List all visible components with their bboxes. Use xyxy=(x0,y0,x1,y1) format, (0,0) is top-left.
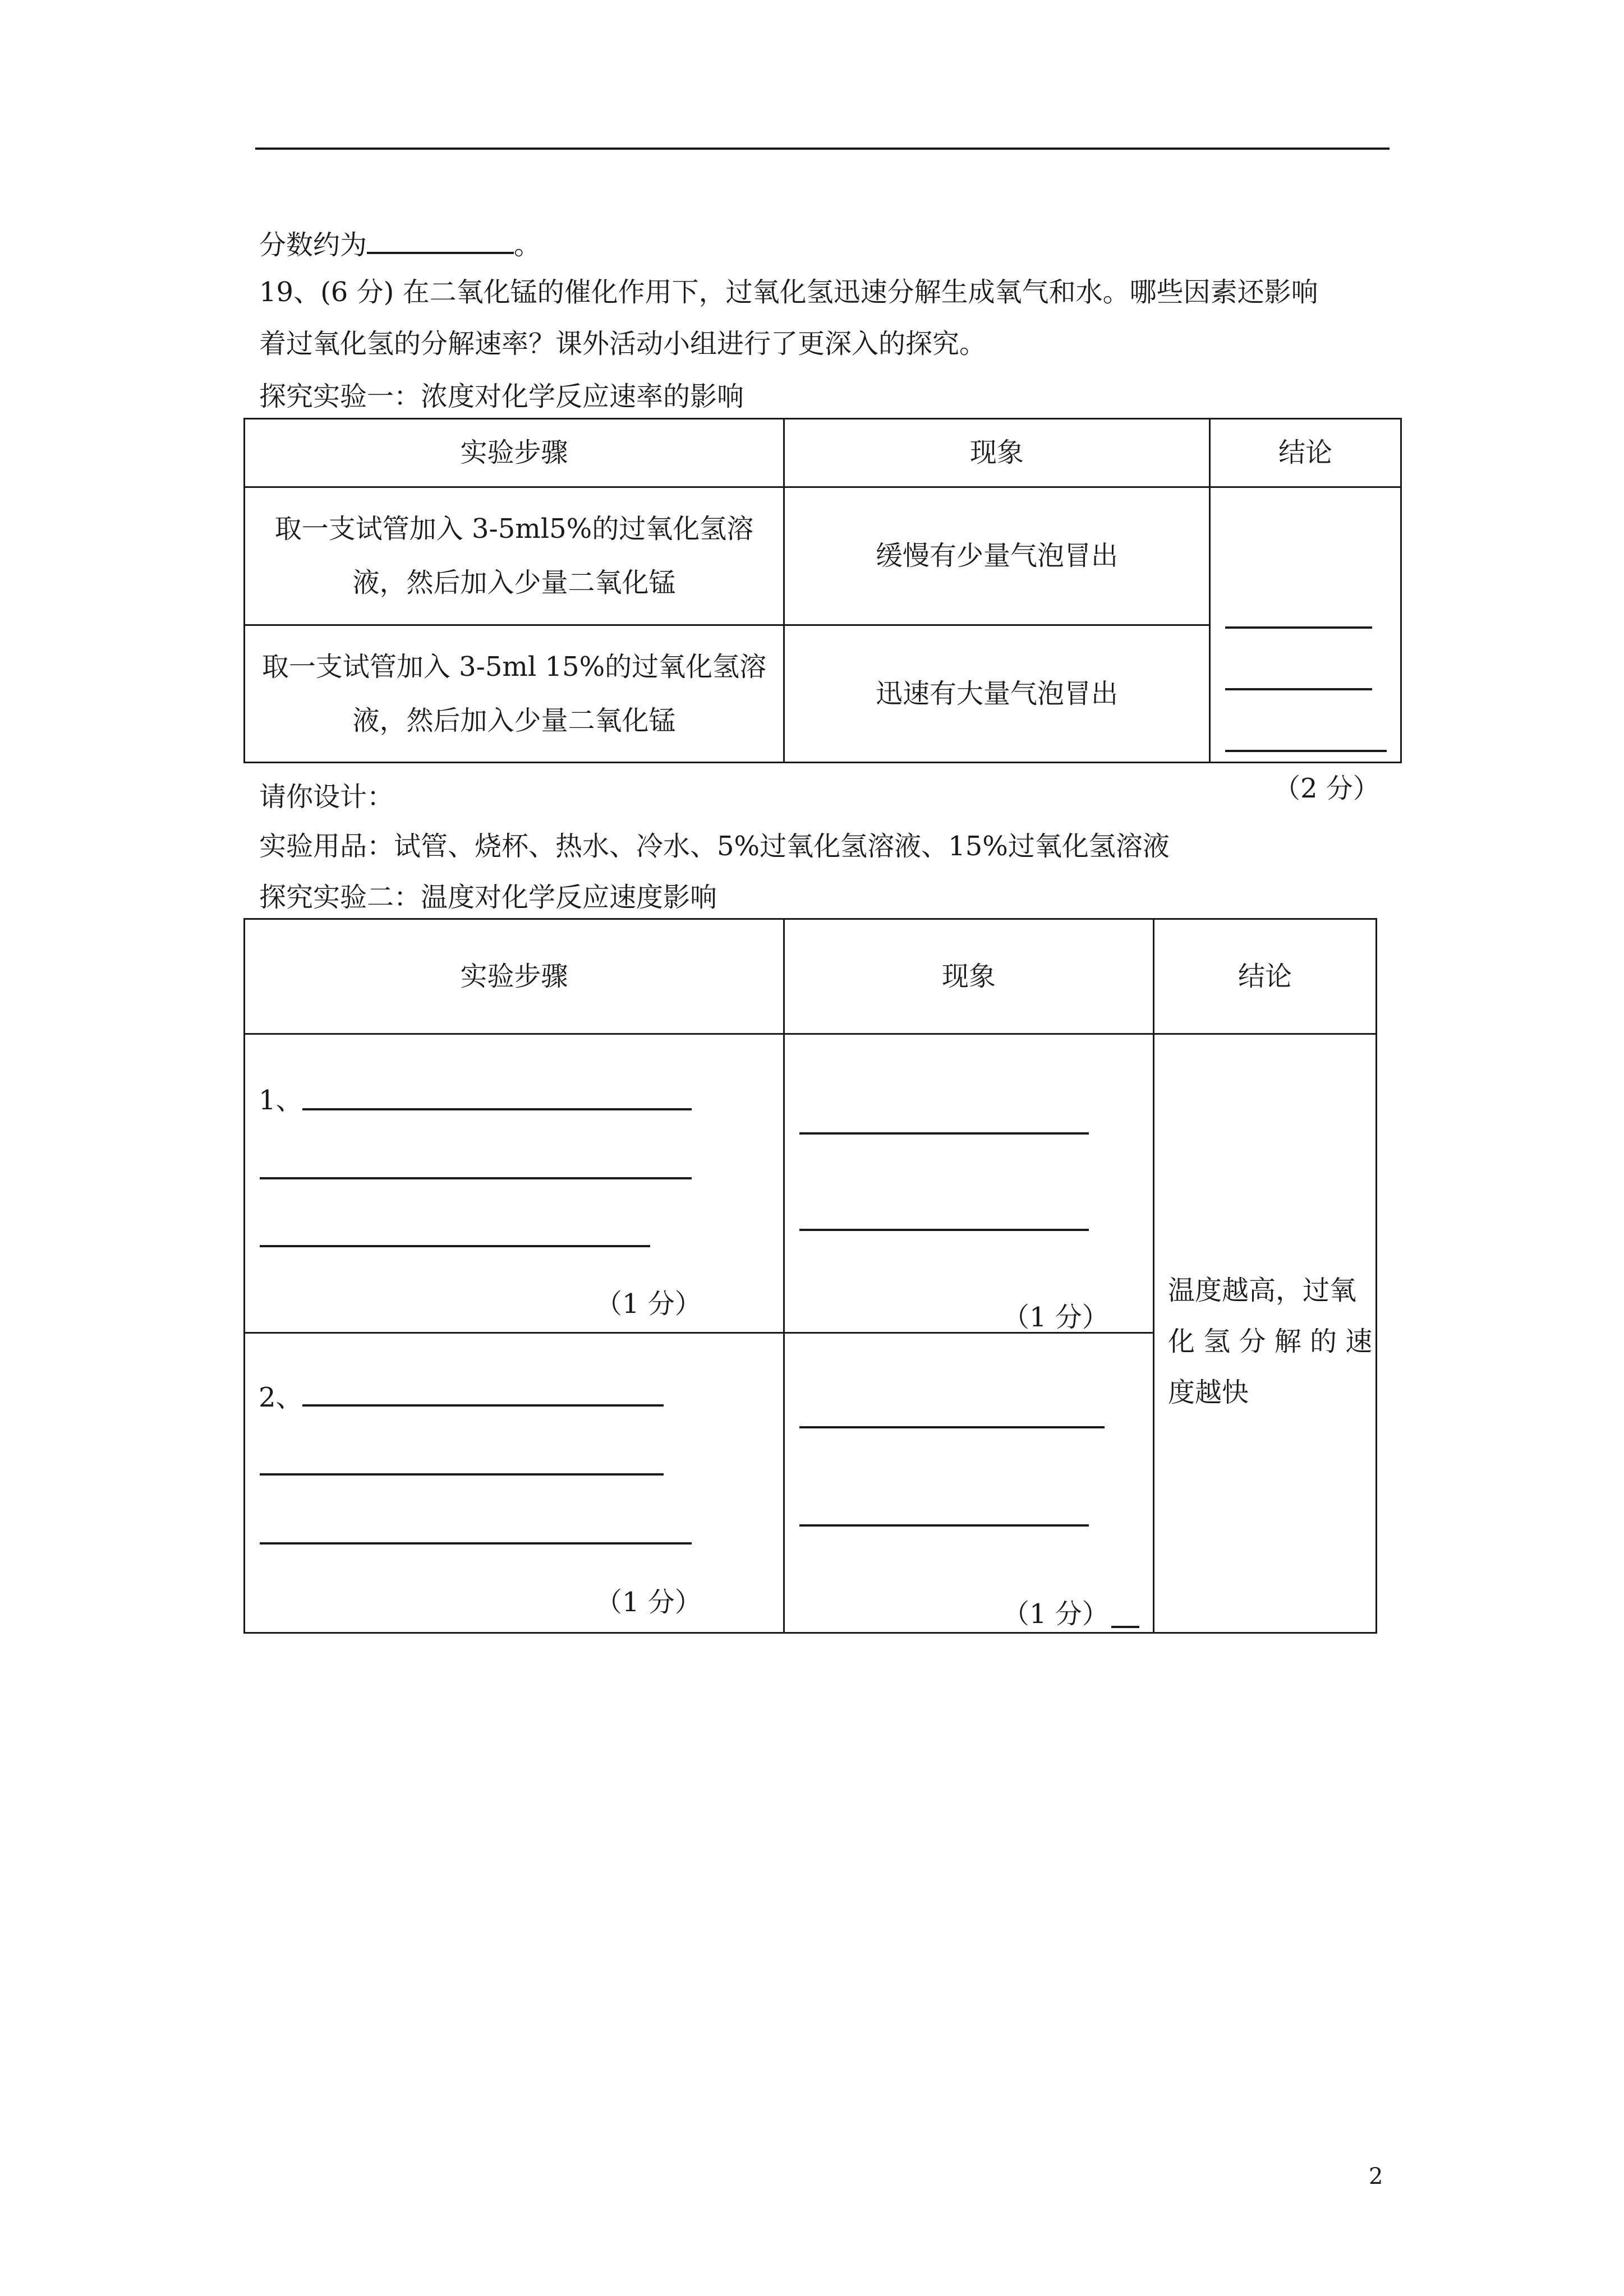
q19-line1: 19、(6 分) 在二氧化锰的催化作用下，过氧化氢迅速分解生成氧气和水。哪些因素还影响 xyxy=(259,276,1318,308)
exp2-phen1-blank-2[interactable] xyxy=(799,1229,1089,1231)
intro-answer-blank[interactable] xyxy=(367,227,514,254)
exp1-header-conclusion: 结论 xyxy=(1210,419,1401,487)
exp1-score: （2 分） xyxy=(1273,773,1380,804)
design-prompt: 请你设计： xyxy=(259,781,394,813)
exp2-row2-step xyxy=(245,1333,784,1633)
intro-end: 。 xyxy=(514,229,541,261)
exp2-conclusion-line1: 温度越高，过氧 xyxy=(1168,1275,1357,1306)
exp2-phen1-blank-1[interactable] xyxy=(799,1132,1089,1135)
exp2-row1-step xyxy=(245,1034,784,1333)
intro-lead: 分数约为 xyxy=(259,229,367,261)
exp2-header-conclusion: 结论 xyxy=(1154,919,1377,1034)
exp2-conclusion-line2: 化 氢 分 解 的 速 xyxy=(1168,1326,1373,1357)
exp2-title: 探究实验二：温度对化学反应速度影响 xyxy=(259,882,717,913)
exp2-step2-blank-1[interactable] xyxy=(302,1404,664,1407)
exp2-step2-score: （1 分） xyxy=(595,1587,702,1618)
design-materials: 实验用品：试管、烧杯、热水、冷水、5%过氧化氢溶液、15%过氧化氢溶液 xyxy=(259,831,1170,862)
exp2-step1-blank-2[interactable] xyxy=(260,1177,692,1179)
exp1-row1-step xyxy=(245,487,784,625)
page-number: 2 xyxy=(1369,2164,1383,2189)
exp1-title: 探究实验一：浓度对化学反应速率的影响 xyxy=(259,381,744,412)
exp2-step2-label: 2、 xyxy=(259,1382,303,1413)
exp2-header-step: 实验步骤 xyxy=(245,919,784,1034)
exp2-phen2-trailing-blank[interactable] xyxy=(1111,1626,1139,1628)
exp2-step2-blank-3[interactable] xyxy=(260,1542,692,1545)
header-rule xyxy=(255,147,1390,150)
exp1-conclusion-blank-2[interactable] xyxy=(1225,688,1372,690)
exp2-row xyxy=(245,1034,1377,1333)
exp1-row2-phenomenon: 迅速有大量气泡冒出 xyxy=(784,625,1210,763)
exp2-step2-blank-2[interactable] xyxy=(260,1473,664,1476)
exp1-header-phenomenon: 现象 xyxy=(784,419,1210,487)
exp2-phen1-score: （1 分） xyxy=(1002,1302,1109,1333)
q19-line2: 着过氧化氢的分解速率？课外活动小组进行了更深入的探究。 xyxy=(259,328,987,359)
exp2-step1-blank-3[interactable] xyxy=(260,1245,650,1247)
exp2-header-row xyxy=(245,919,1377,1034)
exp1-conclusion-blank-1[interactable] xyxy=(1225,626,1372,629)
exp2-step1-label: 1、 xyxy=(259,1085,303,1116)
exp2-step1-score: （1 分） xyxy=(595,1288,702,1320)
exp1-conclusion-blank-3[interactable] xyxy=(1225,750,1387,752)
exp1-row1-phenomenon: 缓慢有少量气泡冒出 xyxy=(784,487,1210,625)
exp1-header-step: 实验步骤 xyxy=(245,419,784,487)
exp1-conclusion-cell xyxy=(1210,487,1401,804)
intro-line xyxy=(259,227,541,259)
exp2-phen2-blank-2[interactable] xyxy=(799,1524,1089,1527)
exp1-row1-step-line1: 取一支试管加入 3-5ml5%的过氧化氢溶 xyxy=(274,513,754,545)
exp2-conclusion-cell xyxy=(1154,1034,1377,1633)
exp2-table xyxy=(243,918,1377,1634)
exp2-header-phenomenon: 现象 xyxy=(784,919,1154,1034)
exp1-row1-step-line2: 液，然后加入少量二氧化锰 xyxy=(352,567,676,599)
exp2-row1-phenomenon xyxy=(784,1034,1154,1333)
exp2-phen2-blank-1[interactable] xyxy=(799,1426,1105,1428)
exp1-row xyxy=(245,487,1401,625)
exp1-row2-step-line2: 液，然后加入少量二氧化锰 xyxy=(352,704,676,736)
exp2-conclusion-line3: 度越快 xyxy=(1168,1377,1249,1408)
exp2-step1-blank-1[interactable] xyxy=(302,1108,692,1110)
exp2-phen2-score: （1 分） xyxy=(1002,1598,1109,1630)
exp1-row2-step-line1: 取一支试管加入 3-5ml 15%的过氧化氢溶 xyxy=(261,651,767,683)
exp1-row2-step xyxy=(245,625,784,763)
exp2-row2-phenomenon xyxy=(784,1333,1154,1633)
exp1-header-row xyxy=(245,419,1401,487)
